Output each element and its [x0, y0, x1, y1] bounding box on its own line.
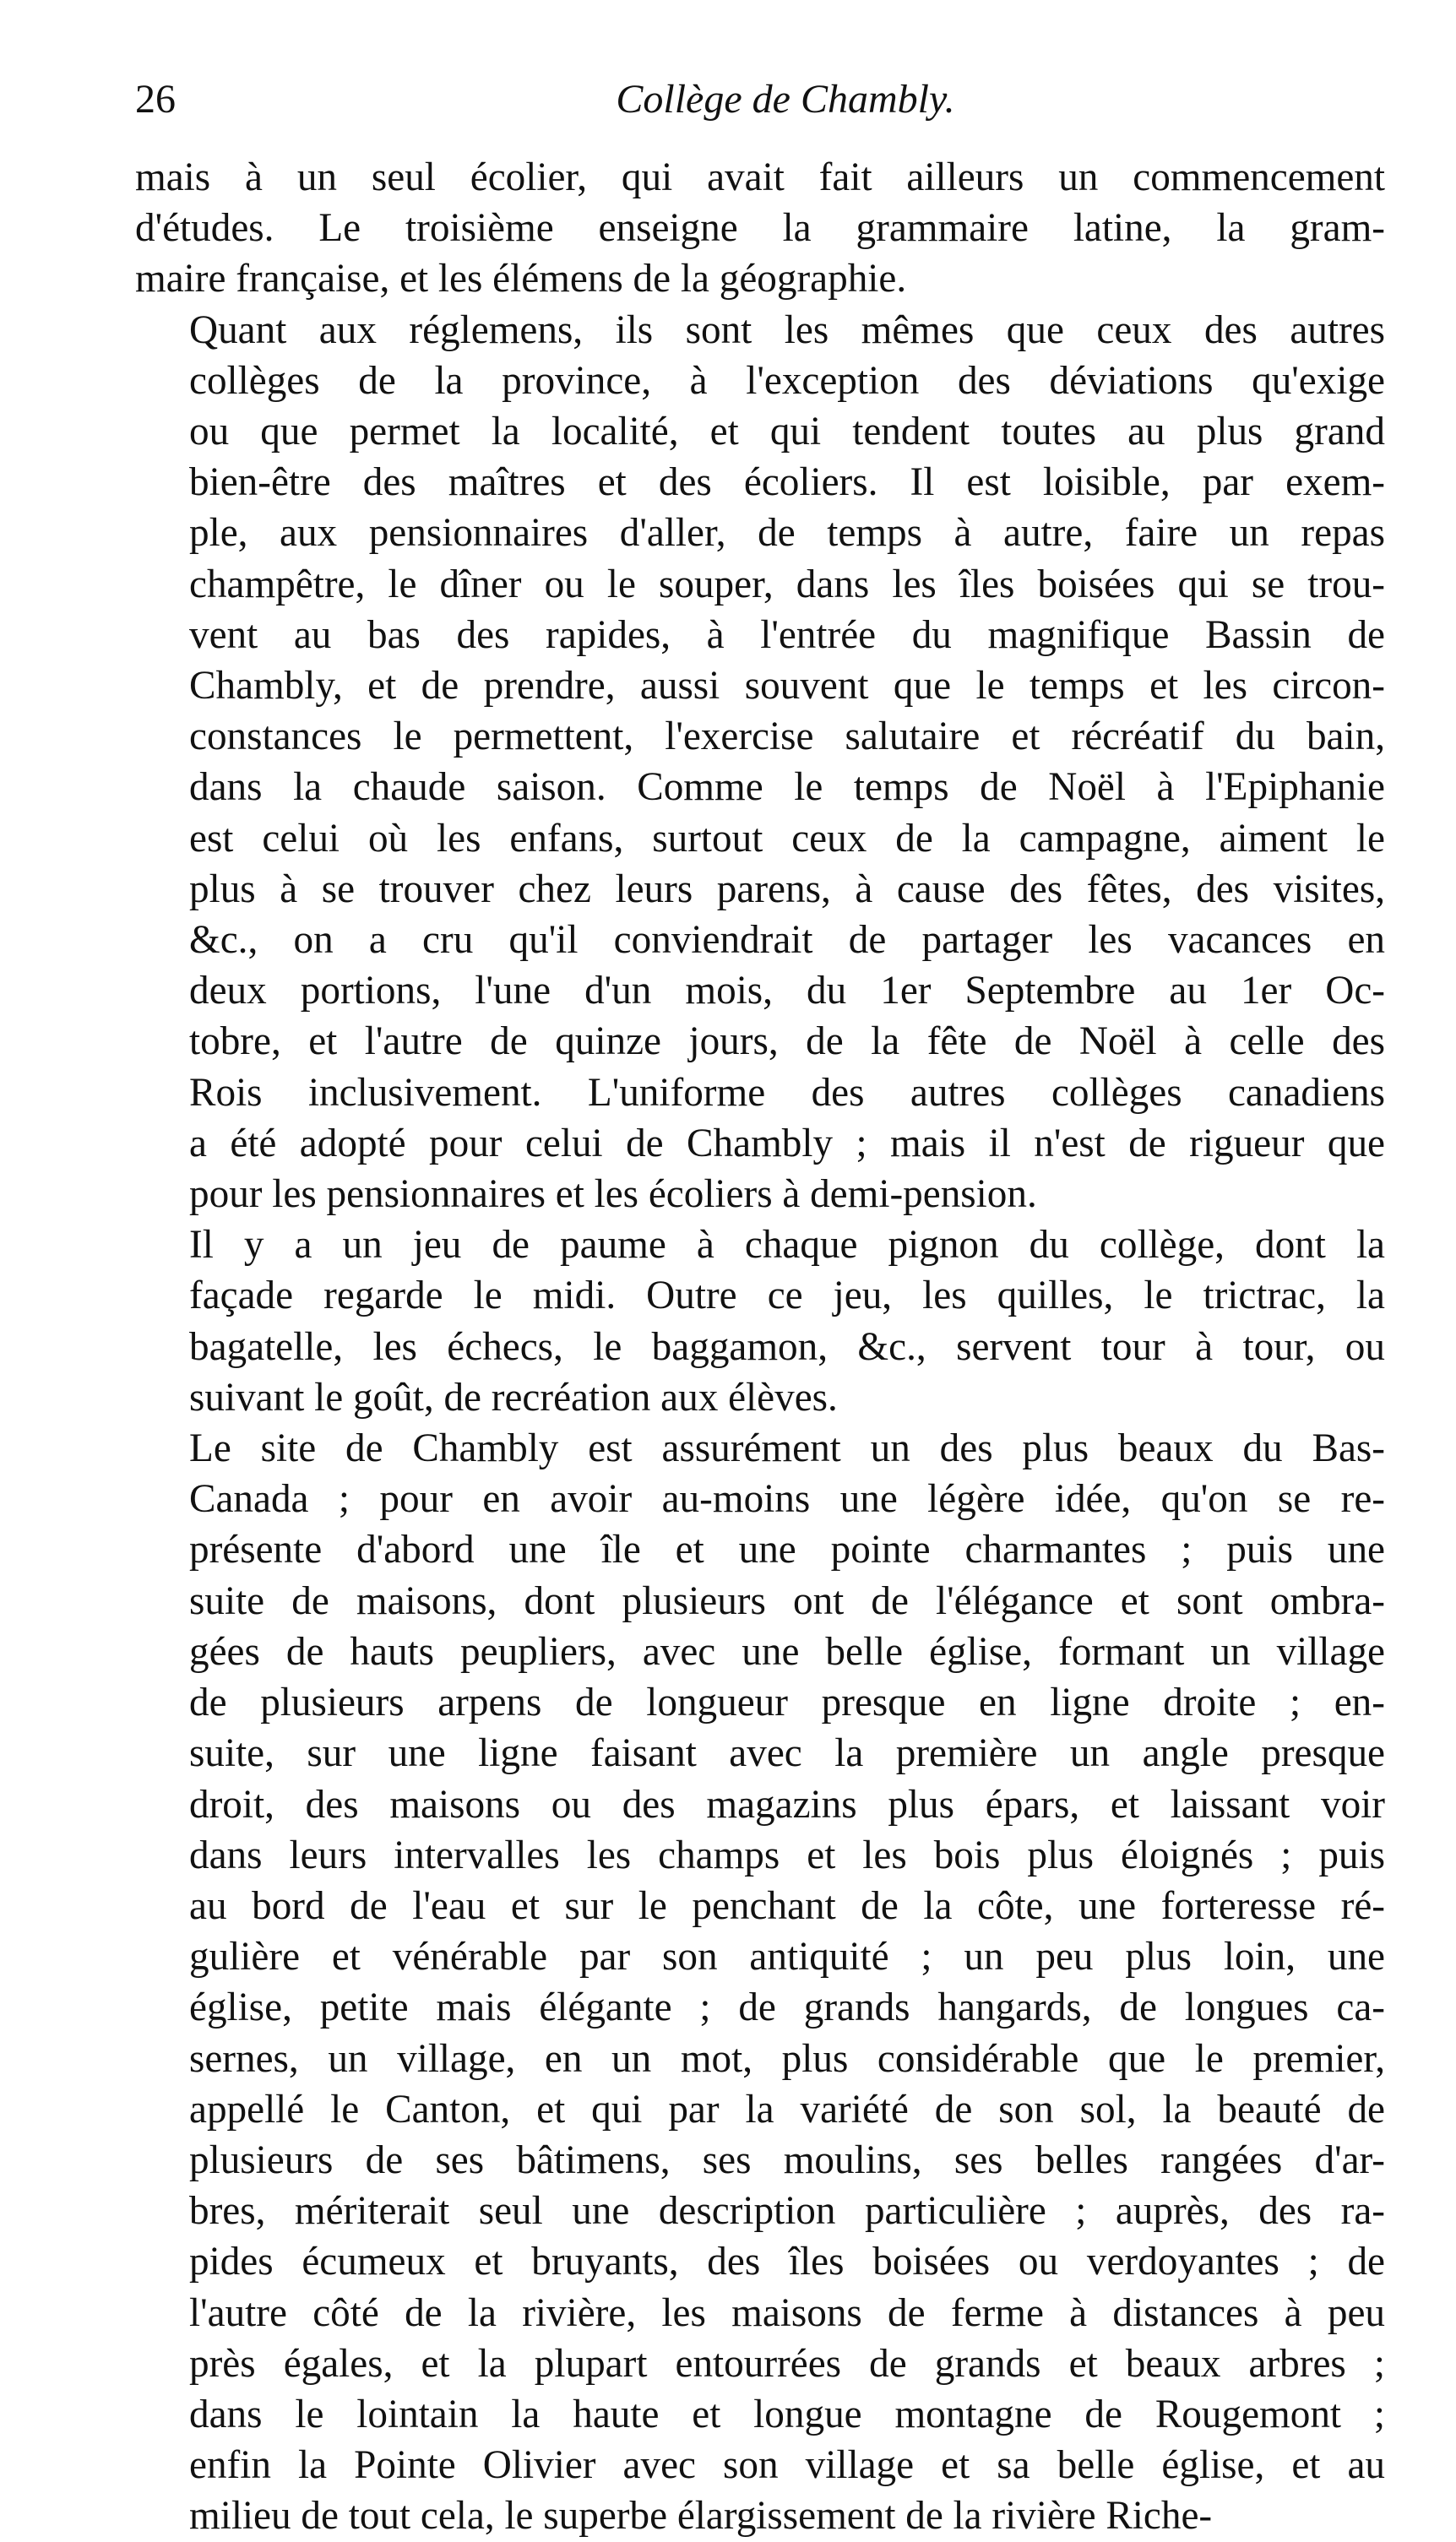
- paragraph: [135, 1219, 1385, 1423]
- text-line: bien-être des maîtres et des écoliers. Il est loisible, par exem-: [189, 460, 1385, 505]
- text-line: près égales, et la plupart entourrées de grands et beaux arbres ;: [189, 2341, 1385, 2386]
- text-line: façade regarde le midi. Outre ce jeu, les quilles, le trictrac, la: [189, 1274, 1385, 1318]
- paragraph: [135, 1423, 1385, 2541]
- text-line: gulière et vénérable par son antiquité ; un peu plus loin, une: [189, 1935, 1385, 1980]
- text-line: &c., on a cru qu'il conviendrait de partager les vacances en: [189, 918, 1385, 963]
- running-head: [135, 59, 1385, 152]
- text-line: plusieurs de ses bâtimens, ses moulins, ses belles rangées d'ar-: [189, 2137, 1385, 2182]
- text-line: champêtre, le dîner ou le souper, dans les îles boisées qui se trou-: [189, 562, 1385, 606]
- text-line: Le site de Chambly est assurément un des plus beaux du Bas-: [189, 1426, 1385, 1471]
- text-line: pour les pensionnaires et les écoliers à demi-pension.: [189, 1172, 1037, 1217]
- text-line: Canada ; pour en avoir au-moins une légère idée, qu'on se re-: [189, 1477, 1385, 1522]
- text-line: au bord de l'eau et sur le penchant de la côte, une forteresse ré-: [189, 1883, 1385, 1928]
- text-line: appellé le Canton, et qui par la variété de son sol, la beauté de: [189, 2087, 1385, 2132]
- paragraph: [135, 305, 1385, 1220]
- text-line: de plusieurs arpens de longueur presque en ligne droite ; en-: [189, 1681, 1385, 1725]
- text-line: ple, aux pensionnaires d'aller, de temps à autre, faire un repas: [189, 511, 1385, 556]
- text-line: droit, des maisons ou des magazins plus épars, et laissant voir: [189, 1782, 1385, 1827]
- text-line: Quant aux réglemens, ils sont les mêmes que ceux des autres: [189, 307, 1385, 352]
- paragraph: [135, 152, 1385, 305]
- text-line: Chambly, et de prendre, aussi souvent que le temps et les circon-: [189, 664, 1385, 709]
- text-line: tobre, et l'autre de quinze jours, de la fête de Noël à celle des: [189, 1019, 1385, 1064]
- text-line: l'autre côté de la rivière, les maisons de ferme à distances à peu: [189, 2290, 1385, 2335]
- text-line: sernes, un village, en un mot, plus considérable que le premier,: [189, 2036, 1385, 2081]
- text-line: enfin la Pointe Olivier avec son village et sa belle église, et au: [189, 2443, 1385, 2488]
- text-line: présente d'abord une île et une pointe charmantes ; puis une: [189, 1528, 1385, 1572]
- text-line: collèges de la province, à l'exception des déviations qu'exige: [189, 358, 1385, 403]
- book-page: [135, 59, 1385, 2542]
- text-line: deux portions, l'une d'un mois, du 1er Septembre au 1er Oc-: [189, 969, 1385, 1013]
- text-line: ou que permet la localité, et qui tendent toutes au plus grand: [189, 410, 1385, 454]
- text-line: plus à se trouver chez leurs parens, à cause des fêtes, des visites,: [189, 866, 1385, 911]
- text-line: suite, sur une ligne faisant avec la première un angle presque: [189, 1731, 1385, 1776]
- text-line: est celui où les enfans, surtout ceux de la campagne, aiment le: [189, 816, 1385, 861]
- text-line: dans leurs intervalles les champs et les bois plus éloignés ; puis: [189, 1833, 1385, 1877]
- text-line: Il y a un jeu de paume à chaque pignon du collège, dont la: [189, 1223, 1385, 1268]
- text-line: vent au bas des rapides, à l'entrée du magnifique Bassin de: [189, 612, 1385, 657]
- text-line: bagatelle, les échecs, le baggamon, &c., servent tour à tour, ou: [189, 1324, 1385, 1369]
- text-line: maire française, et les élémens de la géographie.: [135, 257, 907, 301]
- text-line: a été adopté pour celui de Chambly ; mais il n'est de rigueur que: [189, 1121, 1385, 1165]
- running-title: Collège de Chambly.: [616, 77, 955, 122]
- text-line: gées de hauts peupliers, avec une belle église, formant un village: [189, 1629, 1385, 1674]
- text-line: suivant le goût, de recréation aux élèves.: [189, 1375, 838, 1420]
- text-line: dans le lointain la haute et longue montagne de Rougemont ;: [189, 2392, 1385, 2436]
- text-line: milieu de tout cela, le superbe élargissement de la rivière Riche-: [189, 2494, 1213, 2539]
- text-line: bres, mériterait seul une description particulière ; auprès, des ra-: [189, 2189, 1385, 2234]
- text-line: suite de maisons, dont plusieurs ont de l'élégance et sont ombra-: [189, 1578, 1385, 1623]
- text-line: d'études. Le troisième enseigne la grammaire latine, la gram-: [135, 206, 1385, 251]
- text-line: église, petite mais élégante ; de grands hangards, de longues ca-: [189, 1985, 1385, 2030]
- body-text: [135, 152, 1385, 2542]
- text-line: dans la chaude saison. Comme le temps de Noël à l'Epiphanie: [189, 765, 1385, 810]
- text-line: Rois inclusivement. L'uniforme des autres collèges canadiens: [189, 1070, 1385, 1115]
- text-line: mais à un seul écolier, qui avait fait ailleurs un commencement: [135, 155, 1385, 199]
- text-line: pides écumeux et bruyants, des îles boisées ou verdoyantes ; de: [189, 2240, 1385, 2284]
- page-number: 26: [135, 77, 176, 122]
- text-line: constances le permettent, l'exercise salutaire et récréatif du bain,: [189, 714, 1385, 759]
